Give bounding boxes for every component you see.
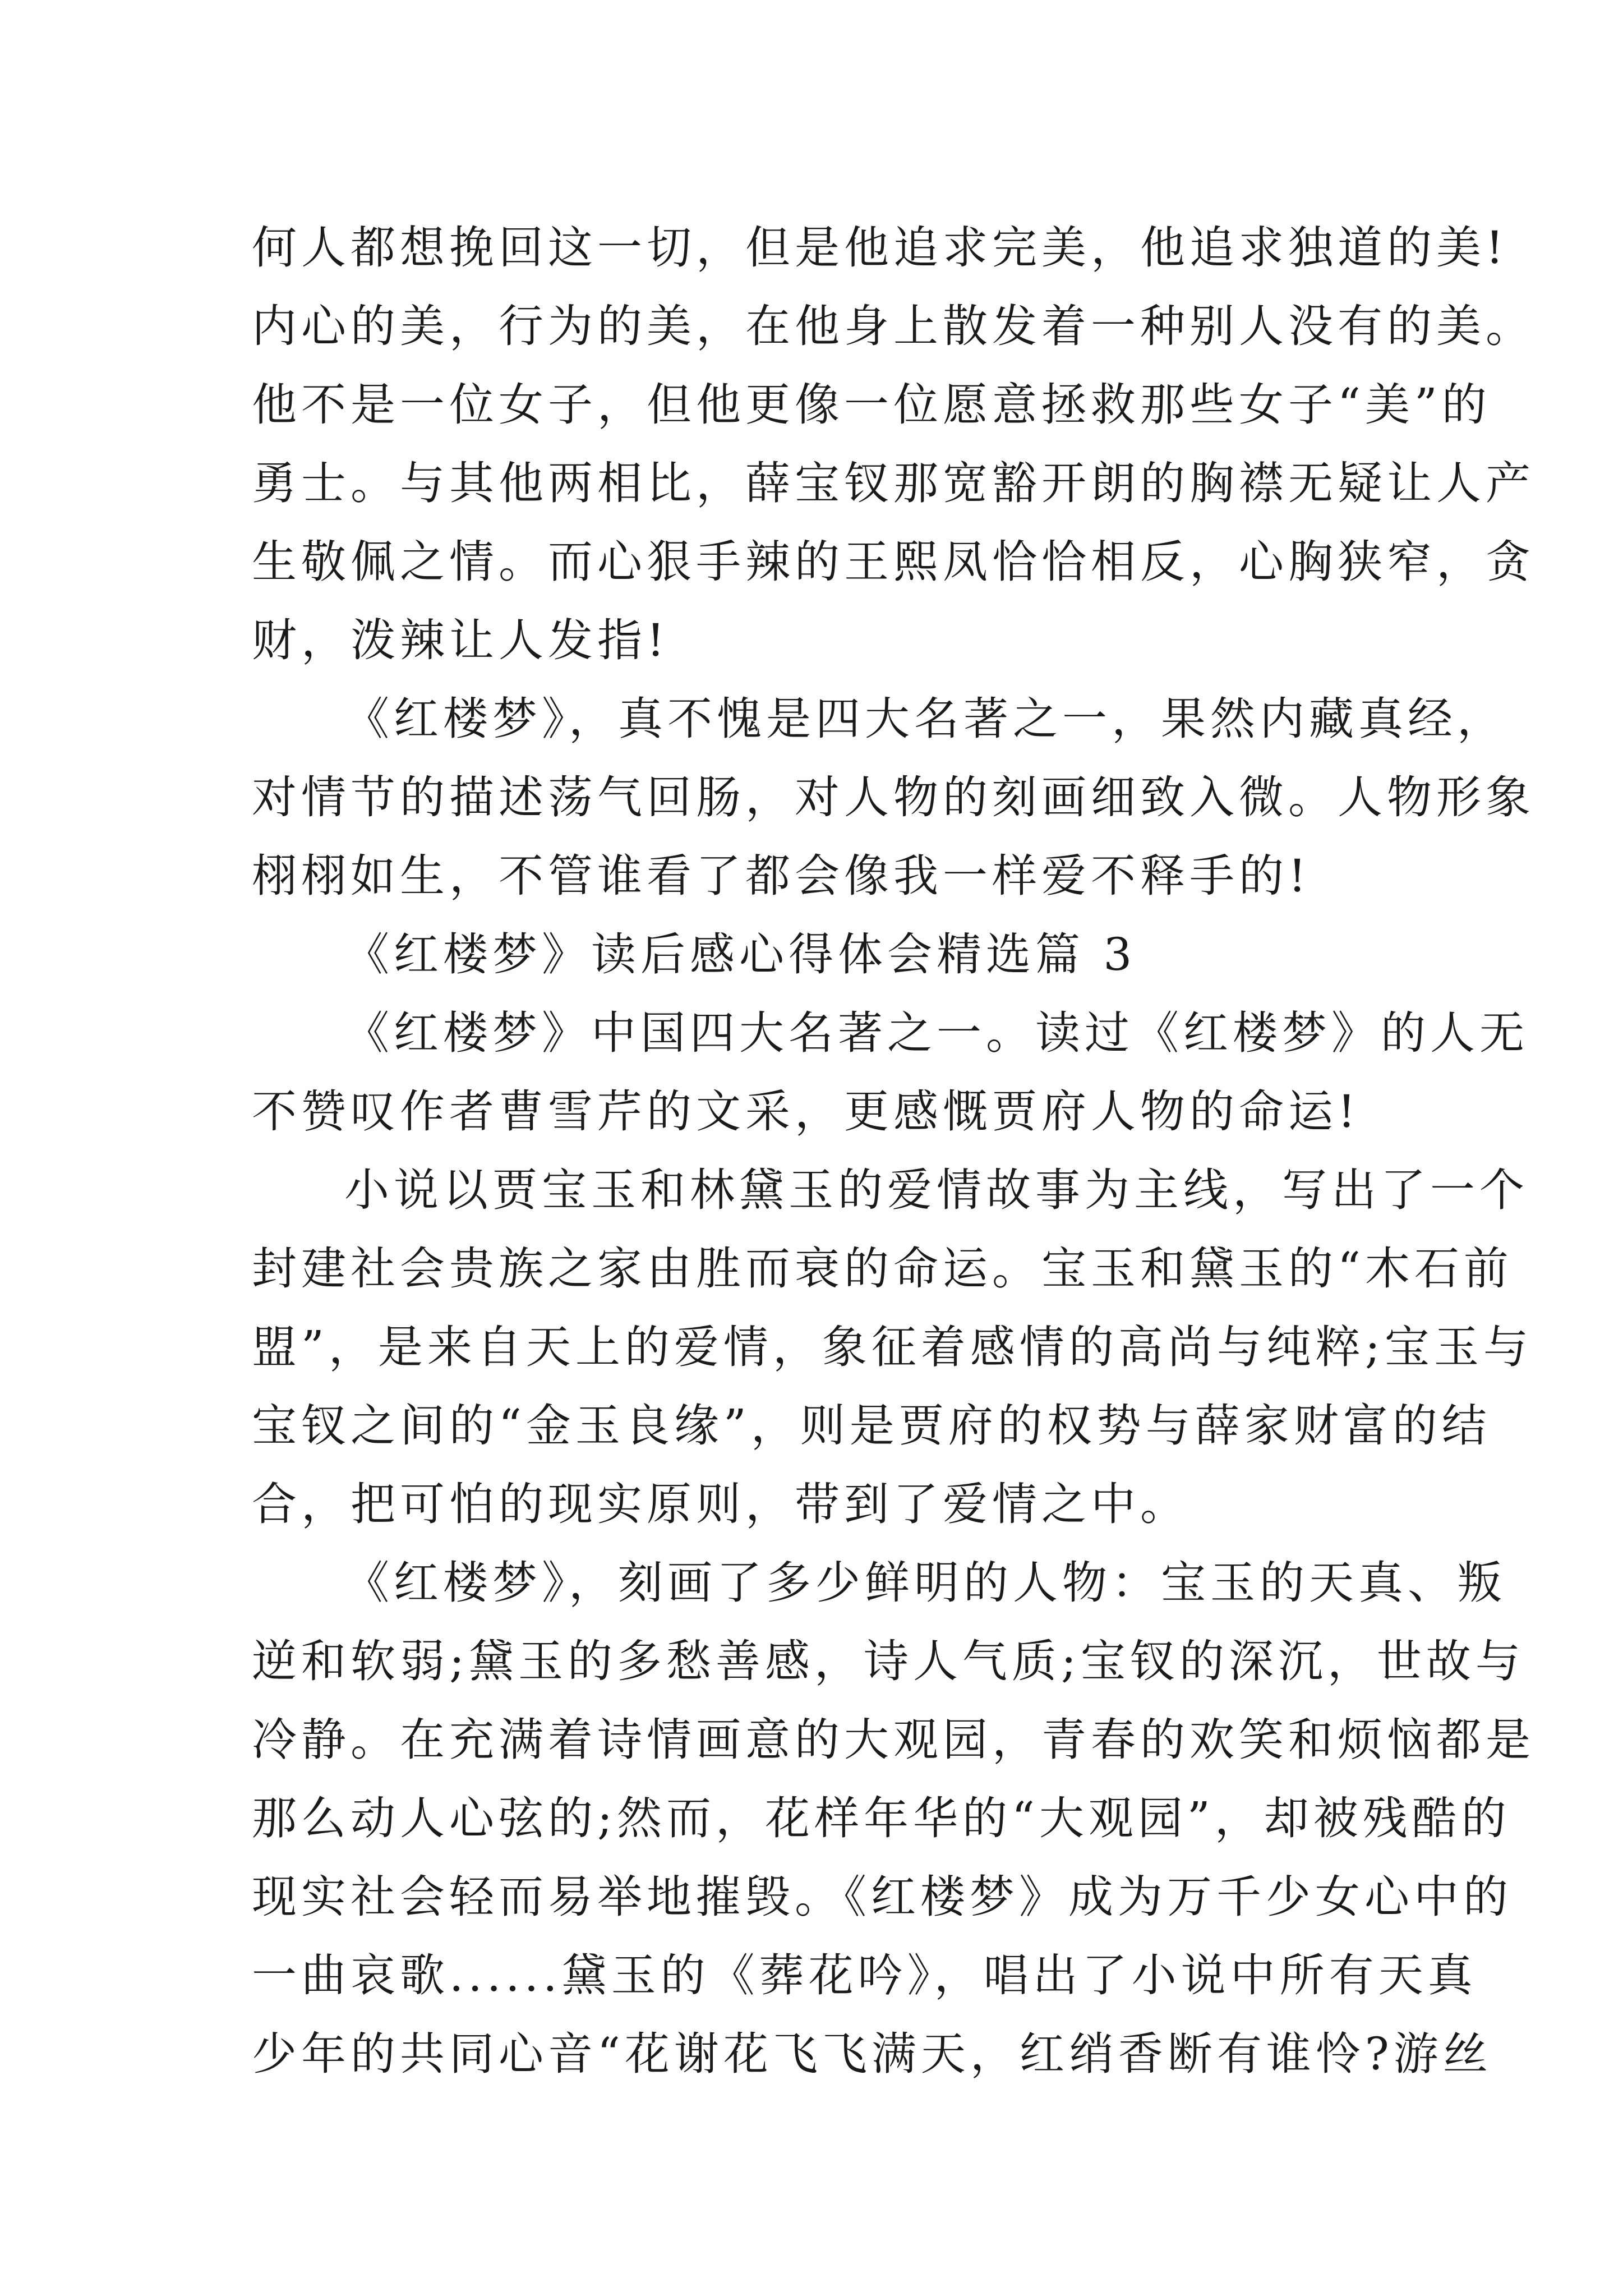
text-line-18: 《红楼梦》，刻画了多少鲜明的人物：宝玉的天真、叛	[344, 1557, 1506, 1609]
text-line-11: 《红楼梦》中国四大名著之一。读过《红楼梦》的人无	[344, 1007, 1529, 1059]
text-line-3: 他不是一位女子，但他更像一位愿意拯救那些女子“美”的	[252, 379, 1491, 431]
text-line-23: 一曲哀歌......黛玉的《葬花吟》，唱出了小说中所有天真	[252, 1949, 1477, 2001]
text-line-21: 那么动人心弦的;然而，花样年华的“大观园”，却被残酷的	[252, 1792, 1511, 1844]
text-line-8: 对情节的描述荡气回肠，对人物的刻画细致入微。人物形象	[252, 771, 1535, 823]
text-line-22: 现实社会轻而易举地摧毁。《红楼梦》成为万千少女心中的	[252, 1871, 1513, 1923]
text-line-9: 栩栩如生，不管谁看了都会像我一样爱不释手的!	[252, 850, 1311, 902]
text-line-15: 盟”，是来自天上的爱情，象征着感情的高尚与纯粹;宝玉与	[252, 1321, 1533, 1373]
text-line-14: 封建社会贵族之家由胜而衰的命运。宝玉和黛玉的“木石前	[252, 1243, 1513, 1295]
text-line-6: 财，泼辣让人发指!	[252, 614, 670, 666]
text-line-4: 勇士。与其他两相比，薛宝钗那宽豁开朗的胸襟无疑让人产	[252, 457, 1535, 509]
text-line-2: 内心的美，行为的美，在他身上散发着一种别人没有的美。	[252, 300, 1535, 352]
text-line-12: 不赞叹作者曹雪芹的文采，更感慨贾府人物的命运!	[252, 1085, 1361, 1138]
text-line-13: 小说以贾宝玉和林黛玉的爱情故事为主线，写出了一个	[344, 1164, 1529, 1216]
text-line-16: 宝钗之间的“金玉良缘”，则是贾府的权势与薛家财富的结	[252, 1400, 1491, 1452]
text-line-20: 冷静。在充满着诗情画意的大观园，青春的欢笑和烦恼都是	[252, 1714, 1535, 1766]
text-line-19: 逆和软弱;黛玉的多愁善感，诗人气质;宝钗的深沉，世故与	[252, 1635, 1525, 1687]
section-heading: 《红楼梦》读后感心得体会精选篇 3	[344, 928, 1137, 981]
text-line-17: 合，把可怕的现实原则，带到了爱情之中。	[252, 1478, 1189, 1530]
text-line-7: 《红楼梦》，真不愧是四大名著之一，果然内藏真经，	[344, 693, 1506, 745]
text-line-5: 生敬佩之情。而心狠手辣的王熙凤恰恰相反，心胸狭窄，贪	[252, 536, 1535, 588]
text-line-1: 何人都想挽回这一切，但是他追求完美，他追求独道的美!	[252, 222, 1509, 274]
body-text	[252, 209, 1535, 2093]
text-line-24: 少年的共同心音“花谢花飞飞满天，红绡香断有谁怜?游丝	[252, 2028, 1492, 2080]
